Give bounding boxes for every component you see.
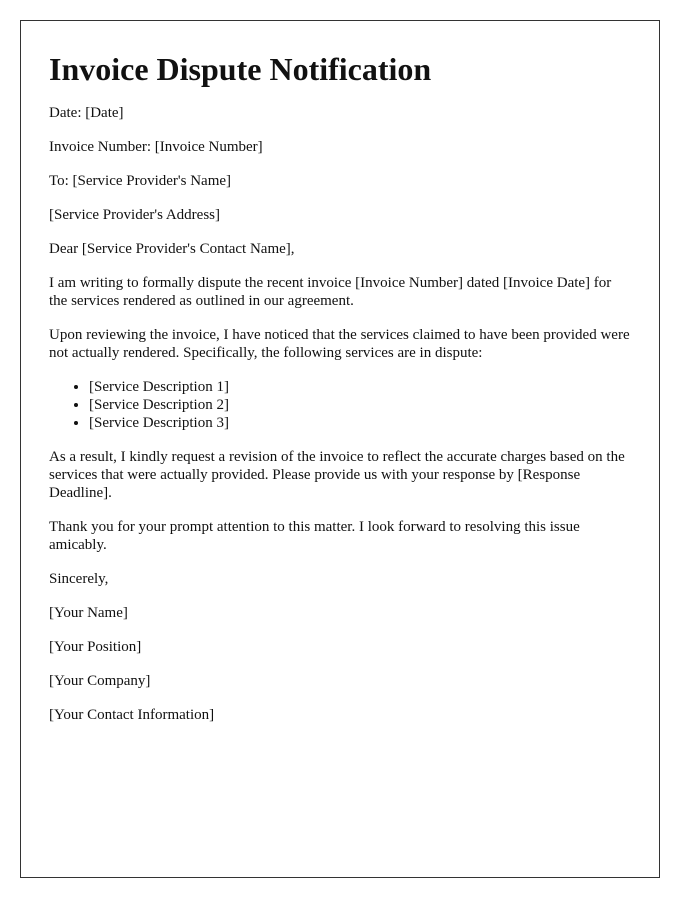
signature-company: [Your Company] (49, 673, 151, 689)
recipient-address-line: [Service Provider's Address] (49, 207, 220, 223)
letter-page (20, 20, 660, 878)
body-paragraph-dispute: I am writing to formally dispute the recent invoice [Invoice Number] dated [Invoice Date] for the services rendered as outlined in our agreement. (49, 275, 612, 309)
salutation: Dear [Service Provider's Contact Name], (49, 241, 295, 257)
service-item-3: • [Service Description 3] (89, 414, 631, 432)
recipient-name-line: To: [Service Provider's Name] (49, 173, 232, 189)
service-item-1: • [Service Description 1] (89, 378, 631, 396)
invoice-number-line: Invoice Number: [Invoice Number] (49, 139, 263, 155)
body-paragraph-thanks: Thank you for your prompt attention to this matter. I look forward to resolving this issue amicably. (49, 519, 580, 553)
signature-contact: [Your Contact Information] (49, 707, 215, 723)
letter-title: Invoice Dispute Notification (49, 51, 432, 87)
closing: Sincerely, (49, 571, 109, 587)
body-paragraph-review: Upon reviewing the invoice, I have noticed that the services claimed to have been provided were not actually rendered. Specifically, the following services are in dispute: (49, 327, 630, 361)
signature-name: [Your Name] (49, 605, 128, 621)
disputed-services-list (49, 378, 631, 432)
signature-position: [Your Position] (49, 639, 142, 655)
service-item-2: • [Service Description 2] (89, 396, 631, 414)
date-line: Date: [Date] (49, 105, 124, 121)
body-paragraph-request: As a result, I kindly request a revision of the invoice to reflect the accurate charges based on the services that were actually provided. Please provide us with your response by [Response Deadline]. (49, 449, 625, 501)
